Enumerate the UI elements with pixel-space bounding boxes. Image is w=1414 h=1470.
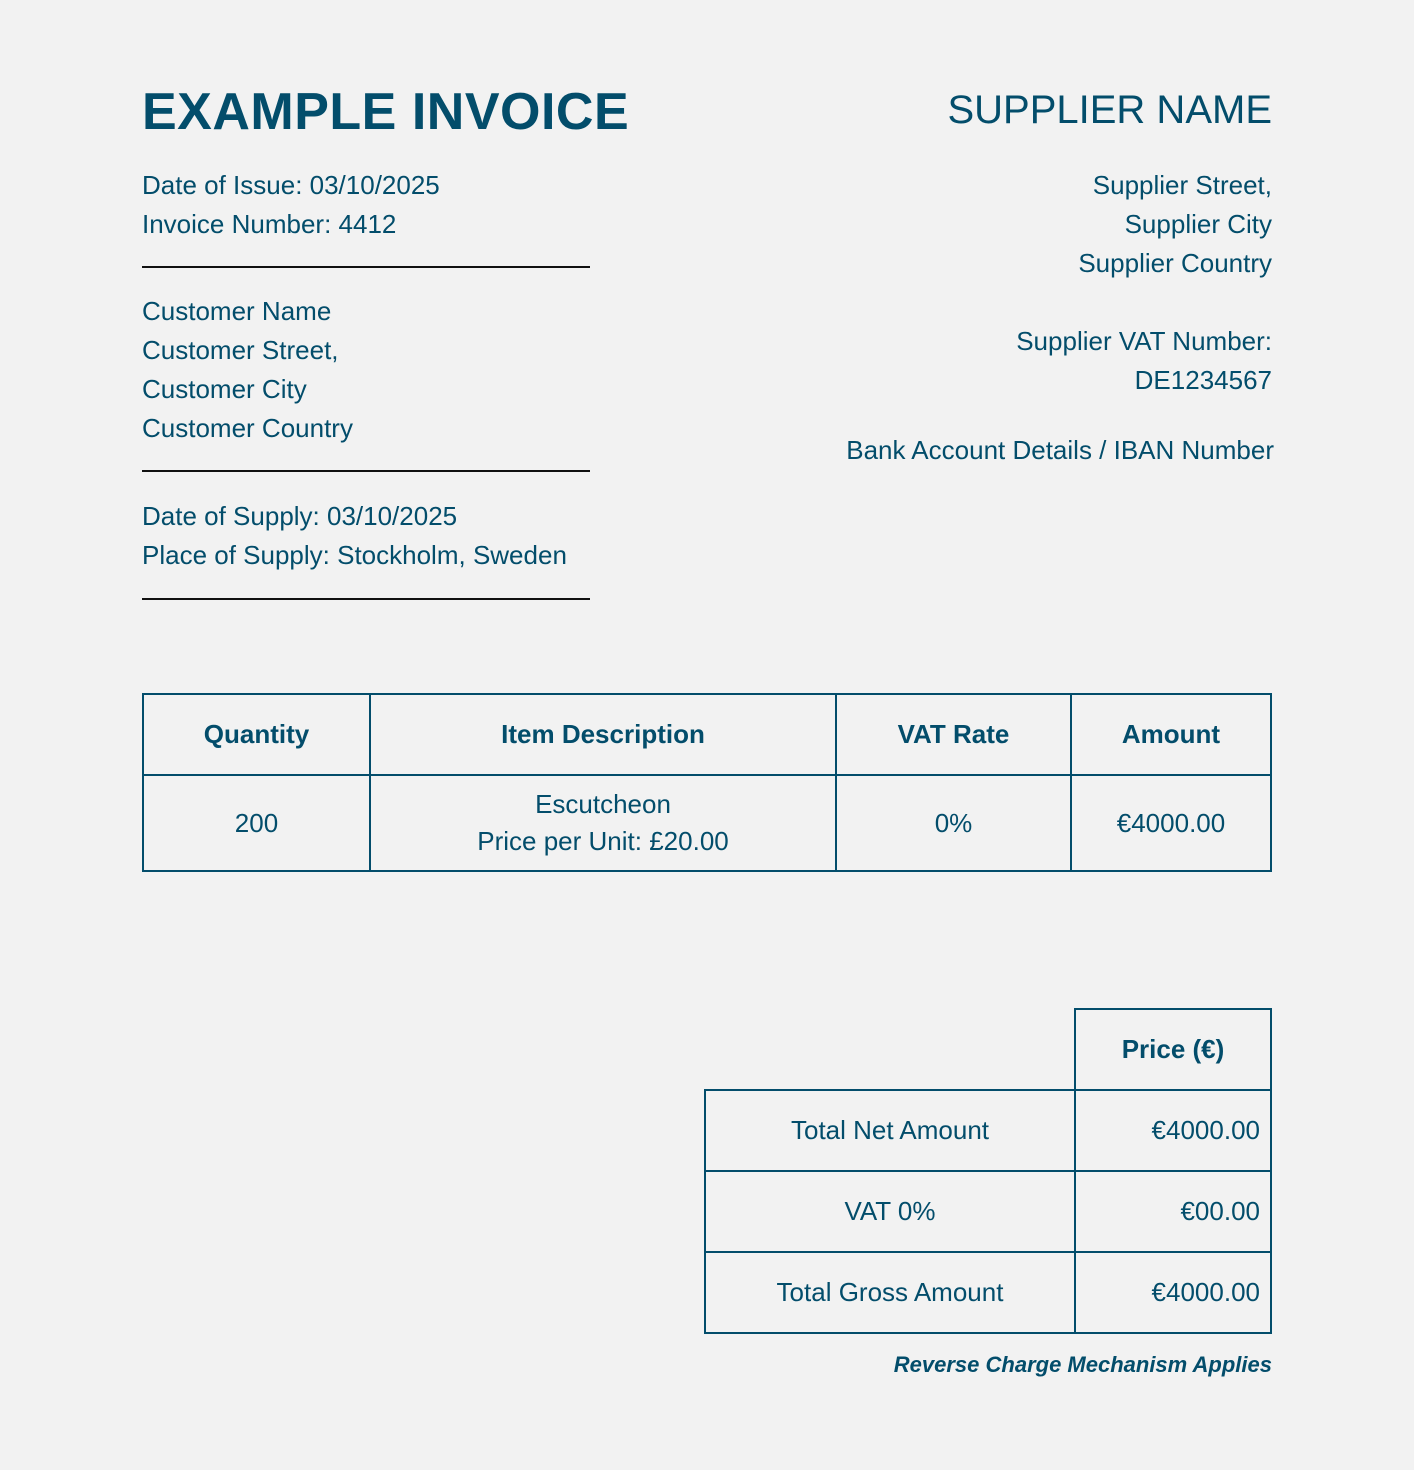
unit-price: Price per Unit: £20.00 [477, 826, 729, 856]
date-of-supply: Date of Supply: 03/10/2025 [142, 501, 458, 531]
supplier-street: Supplier Street, [1092, 170, 1272, 200]
header-quantity: Quantity [143, 694, 370, 775]
supplier-name: SUPPLIER NAME [947, 88, 1272, 132]
item-name: Escutcheon [535, 789, 671, 819]
supplier-vat-number: DE1234567 [1134, 365, 1272, 395]
date-of-issue: Date of Issue: 03/10/2025 [142, 170, 440, 200]
divider [142, 598, 590, 600]
table-row [143, 775, 1271, 871]
customer-country: Customer Country [142, 413, 353, 443]
items-table [142, 693, 1272, 872]
blank-cell [705, 1009, 1075, 1090]
place-of-supply: Place of Supply: Stockholm, Sweden [142, 540, 567, 570]
totals-table [704, 1008, 1272, 1334]
total-label: VAT 0% [705, 1171, 1075, 1252]
totals-row [705, 1252, 1271, 1333]
header-vat-rate: VAT Rate [836, 694, 1071, 775]
supplier-vat [1016, 322, 1272, 400]
amount-cell: €4000.00 [1071, 775, 1271, 871]
totals-header-row [705, 1009, 1271, 1090]
customer-city: Customer City [142, 374, 307, 404]
supplier-vat-label: Supplier VAT Number: [1016, 326, 1272, 356]
invoice-info [142, 166, 440, 244]
divider [142, 266, 590, 268]
table-header-row [143, 694, 1271, 775]
bank-details: Bank Account Details / IBAN Number [846, 435, 1274, 465]
total-value: €4000.00 [1075, 1252, 1271, 1333]
totals-row [705, 1171, 1271, 1252]
supplier-country: Supplier Country [1078, 248, 1272, 278]
quantity-cell: 200 [143, 775, 370, 871]
customer-name: Customer Name [142, 296, 332, 326]
total-value: €00.00 [1075, 1171, 1271, 1252]
header-price: Price (€) [1075, 1009, 1271, 1090]
header-amount: Amount [1071, 694, 1271, 775]
reverse-charge-note: Reverse Charge Mechanism Applies [893, 1352, 1272, 1377]
header-description: Item Description [370, 694, 836, 775]
total-label: Total Gross Amount [705, 1252, 1075, 1333]
total-label: Total Net Amount [705, 1090, 1075, 1171]
divider [142, 470, 590, 472]
invoice-number: Invoice Number: 4412 [142, 209, 397, 239]
customer-address [142, 292, 353, 448]
invoice-title: EXAMPLE INVOICE [142, 83, 630, 141]
totals-row [705, 1090, 1271, 1171]
total-value: €4000.00 [1075, 1090, 1271, 1171]
supplier-address [1078, 166, 1272, 283]
supply-info [142, 497, 567, 575]
vat-rate-cell: 0% [836, 775, 1071, 871]
supplier-city: Supplier City [1124, 209, 1272, 239]
description-cell [370, 775, 836, 871]
customer-street: Customer Street, [142, 335, 339, 365]
